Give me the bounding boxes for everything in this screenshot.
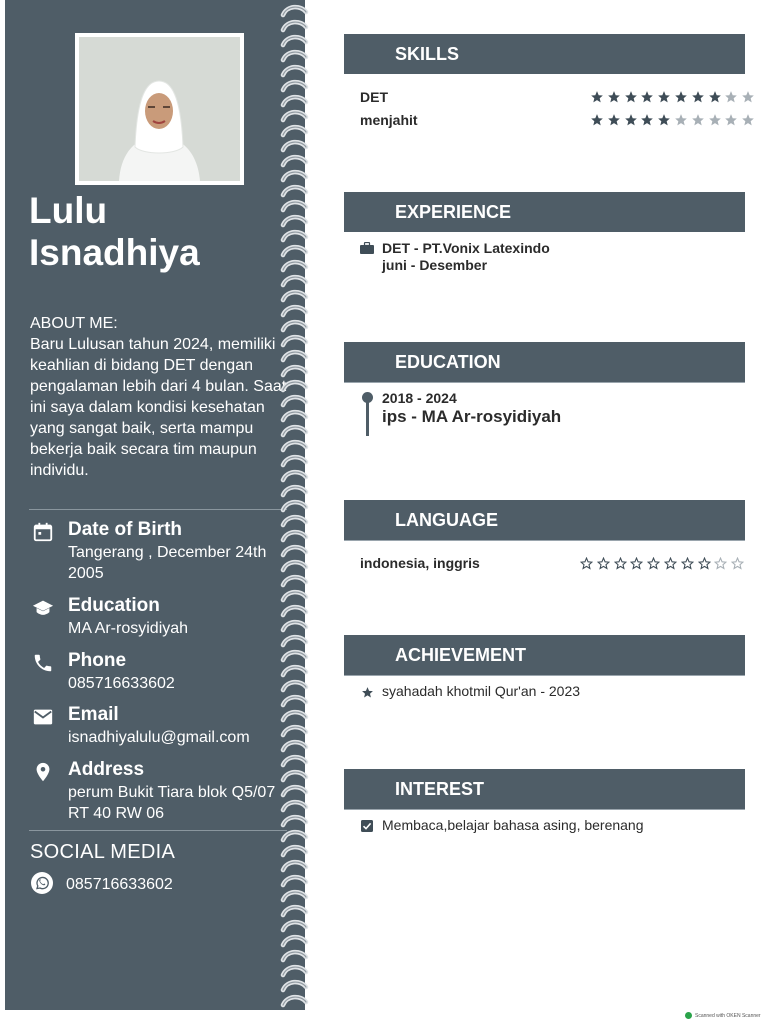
star-filled-icon: [614, 557, 627, 570]
star-filled-icon: [624, 113, 638, 127]
star-filled-icon: [630, 557, 643, 570]
star-filled-icon: [607, 90, 621, 104]
star-filled-icon: [590, 90, 604, 104]
experience-header: EXPERIENCE: [344, 192, 745, 232]
star-filled-icon: [590, 113, 604, 127]
timeline-line: [366, 400, 369, 436]
education-years: 2018 - 2024: [382, 390, 457, 406]
language-header: LANGUAGE: [344, 500, 745, 540]
star-filled-icon: [698, 557, 711, 570]
star-empty-icon: [731, 557, 744, 570]
section-underline: [344, 809, 745, 810]
briefcase-icon: [360, 242, 374, 254]
skill-name: menjahit: [360, 112, 418, 128]
divider: [29, 509, 287, 510]
graduation-cap-icon: [30, 597, 56, 619]
star-empty-icon: [724, 113, 738, 127]
star-filled-icon: [580, 557, 593, 570]
scanner-logo-icon: [685, 1012, 692, 1019]
star-filled-icon: [640, 113, 654, 127]
language-rating: [580, 557, 748, 570]
interest-header: INTEREST: [344, 769, 745, 809]
skills-header: SKILLS: [344, 34, 745, 74]
birth-label: Date of Birth: [68, 519, 182, 540]
whatsapp-icon: [30, 871, 54, 895]
star-filled-icon: [607, 113, 621, 127]
profile-name: [29, 190, 289, 274]
social-title: SOCIAL MEDIA: [30, 841, 176, 863]
address-label: Address: [68, 759, 145, 780]
star-filled-icon: [708, 90, 722, 104]
education-value: MA Ar-rosyidiyah: [68, 620, 189, 637]
star-filled-icon: [664, 557, 677, 570]
profile-photo: [75, 33, 244, 185]
address-value: perum Bukit Tiara blok Q5/07 RT 40 RW 06: [68, 784, 276, 822]
star-filled-icon: [657, 113, 671, 127]
section-underline: [344, 675, 745, 676]
star-filled-icon: [647, 557, 660, 570]
portrait-image: [79, 37, 240, 181]
star-filled-icon: [674, 90, 688, 104]
star-empty-icon: [691, 113, 705, 127]
section-underline: [344, 382, 745, 383]
star-filled-icon: [597, 557, 610, 570]
whatsapp-number: 085716633602: [66, 876, 173, 893]
phone-icon: [30, 652, 56, 674]
education-label: Education: [68, 595, 160, 616]
phone-label: Phone: [68, 650, 127, 671]
section-underline: [344, 540, 745, 541]
achievement-text: syahadah khotmil Qur'an - 2023: [382, 683, 581, 699]
scanner-text: Scanned with OKEN Scanner: [695, 1012, 761, 1019]
star-icon: [361, 686, 374, 699]
achievement-header: ACHIEVEMENT: [344, 635, 745, 675]
star-empty-icon: [674, 113, 688, 127]
star-filled-icon: [640, 90, 654, 104]
phone-value: 085716633602: [68, 675, 175, 692]
star-empty-icon: [714, 557, 727, 570]
calendar-icon: [30, 521, 56, 543]
star-empty-icon: [724, 90, 738, 104]
checkbox-icon: [361, 820, 373, 832]
email-value: isnadhiyalulu@gmail.com: [68, 729, 250, 746]
last-name: Isnadhiya: [29, 232, 200, 273]
interest-text: Membaca,belajar bahasa asing, berenang: [382, 817, 644, 833]
star-empty-icon: [708, 113, 722, 127]
experience-entry: [382, 240, 550, 274]
about-title: ABOUT ME:: [30, 315, 118, 332]
divider: [29, 830, 287, 831]
experience-period: juni - Desember: [382, 257, 488, 273]
location-pin-icon: [30, 761, 56, 783]
star-filled-icon: [657, 90, 671, 104]
birth-value: Tangerang , December 24th 2005: [68, 544, 267, 582]
scanner-watermark: [685, 1012, 761, 1019]
language-name: indonesia, inggris: [360, 555, 480, 571]
experience-title: DET - PT.Vonix Latexindo: [382, 240, 550, 256]
sidebar-panel: [5, 0, 305, 1010]
education-school: ips - MA Ar-rosyidiyah: [382, 407, 562, 426]
skill-rating: [590, 113, 758, 127]
skill-rating: [590, 90, 758, 104]
star-filled-icon: [691, 90, 705, 104]
email-label: Email: [68, 704, 119, 725]
spiral-binding: [279, 0, 309, 1010]
skill-name: DET: [360, 89, 388, 105]
star-empty-icon: [741, 90, 755, 104]
star-empty-icon: [741, 113, 755, 127]
education-header: EDUCATION: [344, 342, 745, 382]
first-name: Lulu: [29, 190, 108, 231]
about-text: Baru Lulusan tahun 2024, memiliki keahlian di bidang DET dengan pengalaman lebih dari 4 bulan. Saat ini saya dalam kondisi kesehatan yang sangat baik, serta mampu bekerja baik secara tim maupun individu.: [30, 336, 287, 479]
mail-icon: [30, 706, 56, 728]
star-filled-icon: [681, 557, 694, 570]
star-filled-icon: [624, 90, 638, 104]
